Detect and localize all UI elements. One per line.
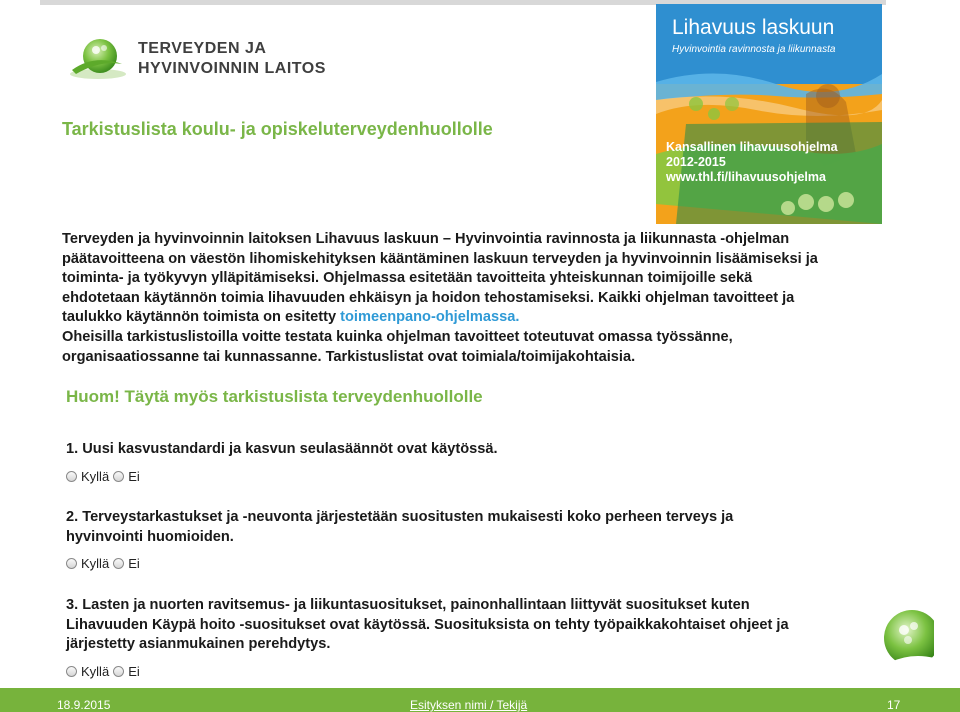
yes-label: Kyllä bbox=[81, 556, 110, 572]
question-2-yes-option[interactable] bbox=[66, 556, 109, 571]
yes-label: Kyllä bbox=[81, 468, 110, 484]
thl-logo-mark bbox=[66, 34, 128, 82]
banner-program-line-1: Kansallinen lihavuusohjelma bbox=[666, 140, 838, 154]
question-1-no-option[interactable] bbox=[113, 469, 140, 484]
logo-line-1: TERVEYDEN JA bbox=[138, 40, 267, 57]
footer-date: 18.9.2015 bbox=[57, 698, 111, 712]
question-2-number: 2. bbox=[66, 509, 79, 525]
intro-line-5-text: taulukko käytännön toimista on esitetty bbox=[62, 309, 341, 326]
yes-label: Kyllä bbox=[81, 663, 110, 679]
thl-logo-text bbox=[138, 39, 326, 79]
question-1 bbox=[66, 440, 866, 484]
question-3-no-option[interactable] bbox=[113, 664, 140, 679]
question-2-text bbox=[66, 508, 866, 547]
footer-page-number: 17 bbox=[887, 698, 901, 712]
question-3-line-3: järjestetty asianmukainen perehdytys. bbox=[66, 636, 331, 653]
question-2-line-1-text: Terveystarkastukset ja -neuvonta järjestetään suositusten mukaisesti koko perheen terveys ja bbox=[82, 509, 734, 525]
question-2-no-option[interactable] bbox=[113, 556, 140, 571]
question-1-yes-option[interactable] bbox=[66, 469, 109, 484]
question-3-number: 3. bbox=[66, 597, 79, 613]
radio-button[interactable] bbox=[113, 666, 124, 677]
intro-line-6: Oheisilla tarkistuslistoilla voitte testata kuinka ohjelman tavoitteet toteutuvat omassa työssänne, bbox=[62, 328, 733, 345]
no-label: Ei bbox=[128, 663, 140, 679]
question-3 bbox=[66, 596, 866, 679]
question-2 bbox=[66, 508, 866, 571]
intro-line-2: päätavoitteena on väestön lihomiskehityksen kääntäminen laskuun terveyden ja hyvinvoinnin lisäämiseksi ja bbox=[62, 250, 818, 267]
question-3-line-1 bbox=[66, 596, 866, 616]
radio-button[interactable] bbox=[113, 558, 124, 569]
question-3-yes-option[interactable] bbox=[66, 664, 109, 679]
banner-program bbox=[666, 140, 838, 185]
intro-paragraph bbox=[62, 230, 882, 367]
intro-line-7: organisaatiossanne tai kunnassanne. Tarkistuslistat ovat toimiala/toimijakohtaisia. bbox=[62, 348, 636, 365]
question-3-line-2: Lihavuuden Käypä hoito -suositukset ovat käytössä. Suosituksista on tehty työpaikkakohtaiset ohjeet ja bbox=[66, 616, 789, 633]
intro-line-1: Terveyden ja hyvinvoinnin laitoksen Lihavuus laskuun – Hyvinvointia ravinnosta ja liikunnasta -ohjelman bbox=[62, 231, 790, 247]
radio-button[interactable] bbox=[113, 471, 124, 482]
question-3-text bbox=[66, 596, 866, 655]
intro-line-5 bbox=[62, 308, 882, 328]
intro-line-3: toiminta- ja työkyvyn ylläpitämiseksi. Ohjelmassa esitetään tavoitteita yhteiskunnan toimijoille sekä bbox=[62, 270, 753, 287]
document-title: Tarkistuslista koulu- ja opiskeluterveydenhuollolle bbox=[62, 119, 493, 139]
question-2-line-2: hyvinvointi huomioiden. bbox=[66, 528, 234, 545]
question-1-number: 1. bbox=[66, 441, 79, 457]
no-label: Ei bbox=[128, 556, 140, 572]
question-1-text bbox=[66, 440, 866, 460]
question-1-options bbox=[66, 469, 866, 484]
radio-button[interactable] bbox=[66, 558, 77, 569]
banner-program-line-3: www.thl.fi/lihavuusohjelma bbox=[666, 170, 826, 184]
question-3-options bbox=[66, 664, 866, 679]
thl-logo bbox=[66, 34, 366, 82]
screenshot-content bbox=[40, 0, 886, 688]
lihavuus-banner[interactable] bbox=[656, 4, 882, 224]
banner-program-line-2: 2012-2015 bbox=[666, 155, 726, 169]
radio-button[interactable] bbox=[66, 471, 77, 482]
question-3-line-1-text: Lasten ja nuorten ravitsemus- ja liikuntasuositukset, painonhallintaan liittyvät suositukset kuten bbox=[82, 597, 750, 613]
question-2-options bbox=[66, 556, 866, 571]
question-1-line-1 bbox=[66, 440, 866, 460]
footer-presentation-name: Esityksen nimi / Tekijä bbox=[410, 698, 528, 712]
question-1-line-1-text: Uusi kasvustandardi ja kasvun seulasäännöt ovat käytössä. bbox=[82, 441, 498, 457]
slide-footer bbox=[0, 688, 960, 712]
banner-subtitle: Hyvinvointia ravinnosta ja liikunnasta bbox=[672, 44, 836, 55]
radio-button[interactable] bbox=[66, 666, 77, 677]
toimeenpano-link[interactable]: toimeenpano-ohjelmassa. bbox=[340, 309, 520, 326]
intro-line-4: ehdotetaan käytännön toimia lihavuuden ehkäisyn ja hoidon tehostamiseksi. Kaikki ohjelman tavoitteet ja bbox=[62, 289, 795, 306]
template-ball-icon bbox=[884, 602, 934, 676]
no-label: Ei bbox=[128, 468, 140, 484]
question-2-line-1 bbox=[66, 508, 866, 528]
note-heading: Huom! Täytä myös tarkistuslista terveydenhuollolle bbox=[66, 387, 483, 406]
logo-line-2: HYVINVOINNIN LAITOS bbox=[138, 60, 326, 77]
banner-title: Lihavuus laskuun bbox=[672, 16, 835, 39]
